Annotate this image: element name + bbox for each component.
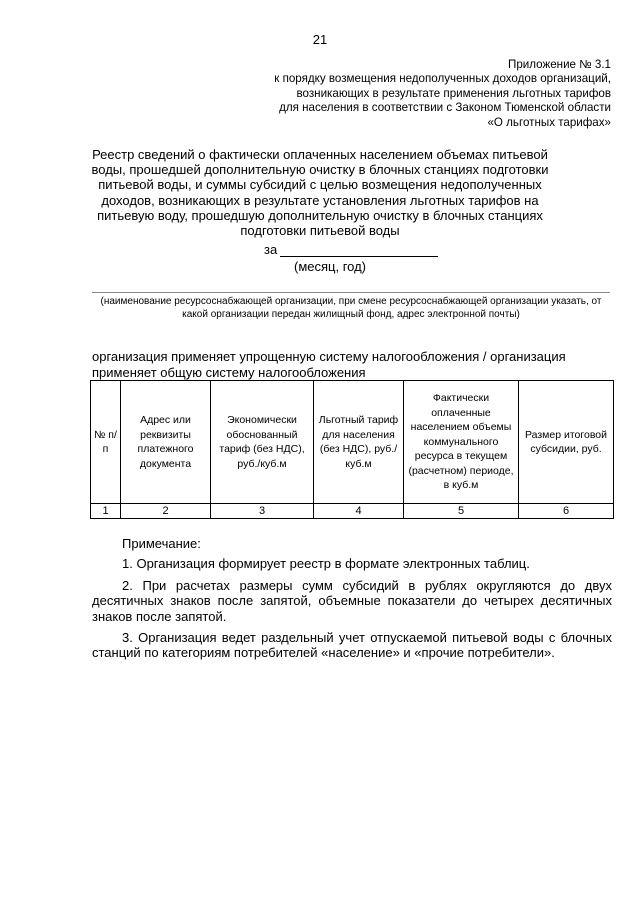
organization-hint: (наименование ресурсоснабжающей организации, при смене ресурсоснабжающей организации указать, от какой организации передан жилищный фонд, адрес электронной почты): [100, 296, 602, 320]
title-line: Реестр сведений о фактически оплаченных населением объемах питьевой: [92, 147, 548, 162]
header-cell-preferential-tariff: Льготный тариф для населения (без НДС), руб./куб.м: [314, 381, 404, 504]
appendix-line: Приложение № 3.1: [508, 58, 611, 71]
organization-blank-line: [92, 292, 610, 293]
tax-system-statement: [92, 349, 612, 380]
title-line: питьевой воды, и суммы субсидий с целью возмещения недополученных: [98, 177, 542, 193]
header-cell-address: Адрес или реквизиты платежного документа: [121, 381, 211, 504]
title-line: питьевую воду, прошедшую дополнительную очистку в блочных станциях: [97, 207, 543, 223]
period-prefix: за: [264, 242, 278, 257]
period-blank-line: [280, 256, 438, 257]
title-line: доходов, возникающих в результате установления льготных тарифов на: [101, 192, 539, 208]
header-cell-number: № п/п: [91, 381, 121, 504]
header-cell-subsidy: Размер итоговой субсидии, руб.: [519, 381, 614, 504]
notes-section: [92, 536, 612, 667]
appendix-line: для населения в соответствии с Законом Тюменской области: [279, 101, 611, 115]
column-number-cell: 6: [519, 504, 614, 519]
column-number-cell: 4: [314, 504, 404, 519]
tax-line: организация применяет упрощенную систему налогообложения / организация: [92, 349, 566, 364]
column-number-cell: 5: [404, 504, 519, 519]
table-row: [91, 504, 614, 519]
column-number-cell: 3: [211, 504, 314, 519]
header-cell-paid-volumes: Фактически оплаченные населением объемы коммунального ресурса в текущем (расчетном) периоде, в куб.м: [404, 381, 519, 504]
title-line: подготовки питьевой воды: [240, 223, 400, 239]
page-number: 21: [312, 32, 328, 47]
note-item: 2. При расчетах размеры сумм субсидий в рублях округляются до двух десятичных знаков после запятой, объемные показатели до четырех десятичных знаков после запятой.: [92, 577, 612, 624]
tax-line: применяет общую систему налогообложения: [92, 364, 366, 380]
note-item: 1. Организация формирует реестр в формате электронных таблиц.: [122, 556, 530, 572]
period-hint: (месяц, год): [293, 259, 367, 274]
column-number-cell: 1: [91, 504, 121, 519]
document-title: [88, 147, 552, 238]
table-header-row: [91, 381, 614, 504]
registry-table: [90, 380, 614, 519]
appendix-line: «О льготных тарифах»: [487, 115, 611, 129]
appendix-reference: [191, 58, 611, 130]
notes-heading: Примечание:: [122, 536, 201, 551]
column-number-cell: 2: [121, 504, 211, 519]
header-cell-economic-tariff: Экономически обоснованный тариф (без НДС), руб./куб.м: [211, 381, 314, 504]
appendix-line: к порядку возмещения недополученных доходов организаций,: [274, 72, 611, 86]
title-line: воды, прошедшей дополнительную очистку в блочных станциях подготовки: [91, 162, 549, 178]
appendix-line: возникающих в результате применения льготных тарифов: [296, 86, 611, 100]
note-item: 3. Организация ведет раздельный учет отпускаемой питьевой воды с блочных станций по категориям потребителей «население» и «прочие потребители».: [92, 630, 612, 661]
